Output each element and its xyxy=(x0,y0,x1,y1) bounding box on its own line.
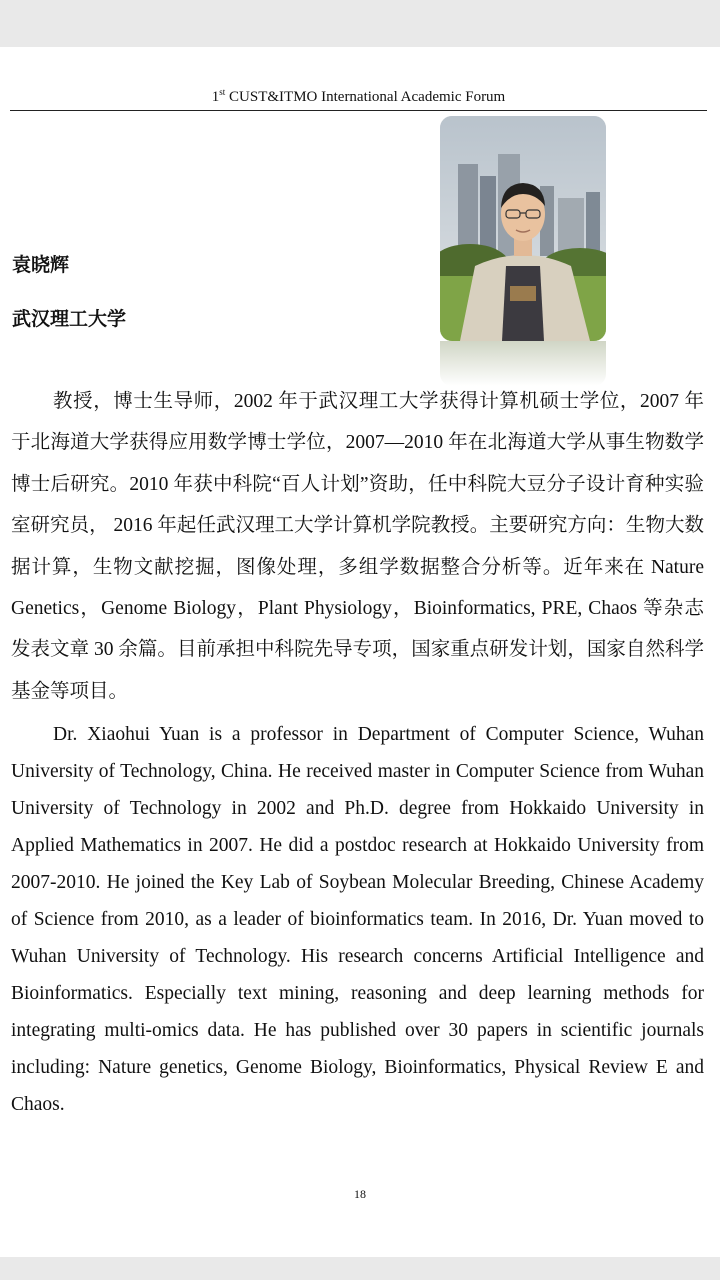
bio-english: Dr. Xiaohui Yuan is a professor in Department of Computer Science, Wuhan University of Technology, China. He received master in Computer Science from Wuhan University of Technology in 2002 and Ph.D. degree from Hokkaido University in Applied Mathematics in 2007. He did a postdoc research at Hokkaido University from 2007-2010. He joined the Key Lab of Soybean Molecular Breeding, Chinese Academy of Science from 2010, as a leader of bioinformatics team. In 2016, Dr. Yuan moved to Wuhan University of Technology. His research concerns Artificial Intelligence and Bioinformatics. Especially text mining, reasoning and deep learning methods for integrating multi-omics data. He has published over 30 papers in scientific journals including: Nature genetics, Genome Biology, Bioinformatics, Physical Review E and Chaos. xyxy=(11,724,704,1115)
document-page xyxy=(0,47,720,1257)
header-ordinal: 1 xyxy=(211,89,220,105)
person-affiliation: 武汉理工大学 xyxy=(12,308,127,330)
photo-reflection xyxy=(440,341,606,386)
page-header xyxy=(10,87,707,107)
bio-chinese: 教授，博士生导师，2002 年于武汉理工大学获得计算机硕士学位，2007 年于北海道大学获得应用数学博士学位，2007—2010 年在北海道大学从事生物数学博士后研究。2010 年获中科院“百人计划”资助，任中科院大豆分子设计育种实验室研究员， 2016 年起任武汉理工大学计算机学院教授。主要研究方向：生物大数据计算，生物文献挖掘，图像处理，多组学数据整合分析等。近年来在 Nature Genetics，Genome Biology，Plant Physiology，Bioinformatics, PRE, Chaos 等杂志发表文章 30 余篇。目前承担中科院先导专项，国家重点研发计划，国家自然科学基金等项目。 xyxy=(11,391,704,702)
header-title: CUST&ITMO International Academic Forum xyxy=(225,89,506,105)
page-number: 18 xyxy=(354,1187,366,1201)
person-name: 袁晓辉 xyxy=(12,254,70,276)
header-ordinal-suffix: st xyxy=(219,87,226,97)
portrait-photo xyxy=(440,116,606,341)
header-divider xyxy=(10,110,707,111)
portrait-illustration xyxy=(440,116,606,341)
